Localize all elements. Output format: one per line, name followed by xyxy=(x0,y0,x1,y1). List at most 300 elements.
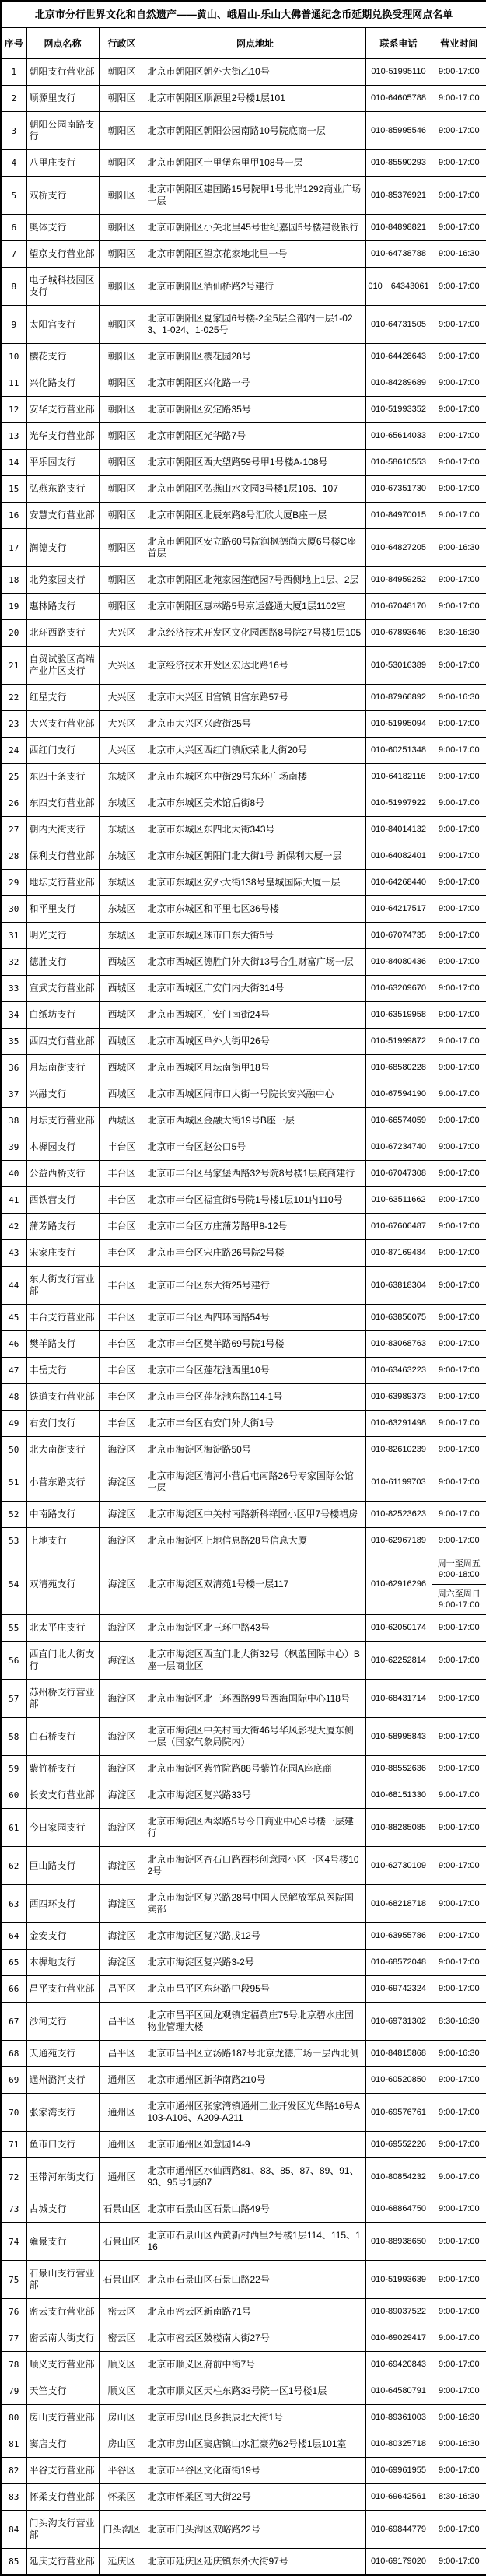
table-row xyxy=(1,1187,486,1214)
district-cell: 顺义区 xyxy=(99,2378,145,2405)
table-row xyxy=(1,1437,486,1463)
branch-name-cell: 安华支行营业部 xyxy=(26,397,99,423)
table-row xyxy=(1,1923,486,1950)
row-number-cell: 56 xyxy=(1,1642,26,1680)
district-cell: 丰台区 xyxy=(99,1384,145,1411)
hours-days: 周六至周日 xyxy=(433,1589,486,1600)
hours-cell: 9:00-17:00 xyxy=(432,2511,486,2549)
hours-cell: 9:00-17:00 xyxy=(432,1134,486,1161)
row-number-cell: 46 xyxy=(1,1331,26,1358)
district-cell: 朝阳区 xyxy=(99,306,145,344)
table-row xyxy=(1,1411,486,1437)
address-cell: 北京市昌平区立汤路187号北京龙德广场一层西北侧 xyxy=(145,2041,365,2067)
address-cell: 北京市西城区月坛南街甲18号 xyxy=(145,1055,365,1081)
phone-cell: 010-69552226 xyxy=(365,2132,432,2158)
address-cell: 北京市海淀区复兴路33号 xyxy=(145,1782,365,1809)
row-number-cell: 51 xyxy=(1,1463,26,1502)
address-cell: 北京市海淀区复兴路戊12号 xyxy=(145,1923,365,1950)
branch-name-cell: 丰岳支行 xyxy=(26,1358,99,1384)
district-cell: 丰台区 xyxy=(99,1161,145,1187)
row-number-cell: 28 xyxy=(1,843,26,870)
hours-cell: 9:00-17:00 xyxy=(432,896,486,923)
phone-cell: 010-58995843 xyxy=(365,1718,432,1756)
hours-cell: 9:00-17:00 xyxy=(432,59,486,86)
district-cell: 大兴区 xyxy=(99,685,145,711)
district-cell: 东城区 xyxy=(99,764,145,790)
district-cell: 朝阳区 xyxy=(99,177,145,215)
table-row xyxy=(1,1358,486,1384)
branch-name-cell: 光华支行营业部 xyxy=(26,423,99,450)
table-row xyxy=(1,1718,486,1756)
address-cell: 北京市西城区德胜门外大街13号合生财富广场一层 xyxy=(145,949,365,976)
table-row xyxy=(1,594,486,620)
branch-name-cell: 北环西路支行 xyxy=(26,620,99,647)
table-row xyxy=(1,370,486,397)
row-number-cell: 64 xyxy=(1,1923,26,1950)
phone-cell: 010-87966892 xyxy=(365,685,432,711)
branch-name-cell: 中南路支行 xyxy=(26,1502,99,1528)
phone-cell: 010-51999872 xyxy=(365,1029,432,1055)
row-number-cell: 57 xyxy=(1,1680,26,1718)
district-cell: 海淀区 xyxy=(99,1756,145,1782)
table-row xyxy=(1,2299,486,2325)
phone-cell: 010-51993639 xyxy=(365,2261,432,2299)
district-cell: 丰台区 xyxy=(99,1267,145,1305)
row-number-cell: 65 xyxy=(1,1950,26,1976)
branch-name-cell: 月坛南街支行 xyxy=(26,1055,99,1081)
address-cell: 北京市海淀区海淀路50号 xyxy=(145,1437,365,1463)
hours-cell: 9:00-17:00 xyxy=(432,870,486,896)
hours-cell: 9:00-17:00 xyxy=(432,1463,486,1502)
phone-cell: 010-84959252 xyxy=(365,567,432,594)
branch-name-cell: 宋家庄支行 xyxy=(26,1240,99,1267)
col-header-name: 网点名称 xyxy=(26,28,99,59)
district-cell: 朝阳区 xyxy=(99,344,145,370)
address-cell: 北京市通州区水仙西路81、83、85、87、89、91、93、95号1层87 xyxy=(145,2158,365,2196)
district-cell: 顺义区 xyxy=(99,2352,145,2378)
hours-cell: 9:00-17:00 xyxy=(432,306,486,344)
row-number-cell: 55 xyxy=(1,1615,26,1642)
district-cell: 东城区 xyxy=(99,790,145,817)
row-number-cell: 13 xyxy=(1,423,26,450)
address-cell: 北京市丰台区福宜街5号院1号楼1层101内110号 xyxy=(145,1187,365,1214)
address-cell: 北京市丰台区东大街25号建行 xyxy=(145,1267,365,1305)
address-cell: 北京市门头沟区双峪路22号 xyxy=(145,2511,365,2549)
table-row xyxy=(1,790,486,817)
phone-cell: 010-62252814 xyxy=(365,1642,432,1680)
row-number-cell: 14 xyxy=(1,450,26,476)
address-cell: 北京市西城区闹市口大街一号院长安兴融中心 xyxy=(145,1081,365,1108)
district-cell: 西城区 xyxy=(99,1002,145,1029)
district-cell: 西城区 xyxy=(99,1029,145,1055)
branch-name-cell: 和平里支行 xyxy=(26,896,99,923)
row-number-cell: 19 xyxy=(1,594,26,620)
hours-cell: 9:00-17:00 xyxy=(432,2196,486,2223)
table-row xyxy=(1,150,486,177)
row-number-cell: 73 xyxy=(1,2196,26,2223)
table-row xyxy=(1,923,486,949)
phone-cell: 010-84014132 xyxy=(365,817,432,843)
branch-name-cell: 天通苑支行 xyxy=(26,2041,99,2067)
phone-cell: 010-63519958 xyxy=(365,1002,432,1029)
address-cell: 北京市密云区鼓楼南大街27号 xyxy=(145,2325,365,2352)
address-cell: 北京市东城区东中街29号东环广场南楼 xyxy=(145,764,365,790)
branch-name-cell: 小营东路支行 xyxy=(26,1463,99,1502)
row-number-cell: 8 xyxy=(1,268,26,306)
district-cell: 东城区 xyxy=(99,896,145,923)
row-number-cell: 2 xyxy=(1,86,26,112)
hours-cell: 9:00-17:00 xyxy=(432,2158,486,2196)
table-row xyxy=(1,59,486,86)
row-number-cell: 43 xyxy=(1,1240,26,1267)
hours-cell: 9:00-17:00 xyxy=(432,1847,486,1885)
district-cell: 怀柔区 xyxy=(99,2484,145,2511)
phone-cell: 010-85590293 xyxy=(365,150,432,177)
branch-name-cell: 门头沟支行营业部 xyxy=(26,2511,99,2549)
hours-cell: 9:00-17:00 xyxy=(432,711,486,738)
table-row xyxy=(1,711,486,738)
hours-cell: 9:00-16:30 xyxy=(432,2041,486,2067)
district-cell: 海淀区 xyxy=(99,1502,145,1528)
phone-cell: 010-67074735 xyxy=(365,923,432,949)
phone-cell: 010-69576761 xyxy=(365,2094,432,2132)
district-cell: 朝阳区 xyxy=(99,112,145,150)
hours-cell: 9:00-17:00 xyxy=(432,1718,486,1756)
address-cell: 北京市朝阳区朝阳公园南路10号院底商一层 xyxy=(145,112,365,150)
phone-cell: 010-88938650 xyxy=(365,2223,432,2261)
hours-cell: 9:00-17:00 xyxy=(432,2325,486,2352)
branch-name-cell: 白石桥支行 xyxy=(26,1718,99,1756)
district-cell: 海淀区 xyxy=(99,1437,145,1463)
address-cell: 北京市房山区窦店镇山水汇豪苑62号楼1层101室 xyxy=(145,2431,365,2458)
row-number-cell: 34 xyxy=(1,1002,26,1029)
district-cell: 朝阳区 xyxy=(99,397,145,423)
branch-name-cell: 德胜支行 xyxy=(26,949,99,976)
hours-cell: 9:00-17:00 xyxy=(432,1528,486,1554)
branch-name-cell: 双桥支行 xyxy=(26,177,99,215)
table-row xyxy=(1,268,486,306)
district-cell: 通州区 xyxy=(99,2067,145,2094)
branch-name-cell: 朝阳公园南路支行 xyxy=(26,112,99,150)
table-row xyxy=(1,976,486,1002)
hours-cell: 9:00-17:00 xyxy=(432,1081,486,1108)
address-cell: 北京市房山区良乡拱辰北大街1号 xyxy=(145,2405,365,2431)
hours-cell: 9:00-17:00 xyxy=(432,423,486,450)
phone-cell: 010-51995094 xyxy=(365,711,432,738)
branch-name-cell: 丰台支行营业部 xyxy=(26,1305,99,1331)
hours-cell: 9:00-17:00 xyxy=(432,1642,486,1680)
table-row xyxy=(1,738,486,764)
address-cell: 北京市海淀区西直门北大街32号（枫蓝国际中心）B座一层商业区 xyxy=(145,1642,365,1680)
phone-cell: 010-68864750 xyxy=(365,2196,432,2223)
branch-name-cell: 保利支行营业部 xyxy=(26,843,99,870)
address-cell: 北京市延庆区延庆镇东外大街97号 xyxy=(145,2549,365,2576)
table-row xyxy=(1,1502,486,1528)
address-cell: 北京市西城区阜外大街甲26号 xyxy=(145,1029,365,1055)
row-number-cell: 62 xyxy=(1,1847,26,1885)
address-cell: 北京市海淀区北三环中路43号 xyxy=(145,1615,365,1642)
address-cell: 北京市东城区安外大街138号皇城国际大厦一层 xyxy=(145,870,365,896)
district-cell: 通州区 xyxy=(99,2132,145,2158)
hours-cell: 9:00-17:00 xyxy=(432,949,486,976)
hours-cell: 9:00-17:00 xyxy=(432,1976,486,2003)
address-cell: 北京市丰台区右安门外大街1号 xyxy=(145,1411,365,1437)
phone-cell: 010-63818304 xyxy=(365,1267,432,1305)
address-cell: 北京市朝阳区酒仙桥路2号建行 xyxy=(145,268,365,306)
table-row xyxy=(1,1680,486,1718)
phone-cell: 010-68431714 xyxy=(365,1680,432,1718)
table-row xyxy=(1,1267,486,1305)
phone-cell: 010-62967189 xyxy=(365,1528,432,1554)
branch-name-cell: 月坛支行营业部 xyxy=(26,1108,99,1134)
district-cell: 丰台区 xyxy=(99,1411,145,1437)
branch-name-cell: 地坛支行营业部 xyxy=(26,870,99,896)
branch-name-cell: 木樨园支行 xyxy=(26,1134,99,1161)
district-cell: 昌平区 xyxy=(99,2003,145,2041)
district-cell: 延庆区 xyxy=(99,2549,145,2576)
hours-cell xyxy=(432,1554,486,1615)
address-cell: 北京市海淀区紫竹院路88号紫竹花园A座底商 xyxy=(145,1756,365,1782)
address-cell: 北京市大兴区兴政街25号 xyxy=(145,711,365,738)
hours-cell: 9:00-16:30 xyxy=(432,241,486,268)
branch-name-cell: 木樨地支行 xyxy=(26,1950,99,1976)
branch-name-cell: 长安支行营业部 xyxy=(26,1782,99,1809)
address-cell: 北京市石景山区石景山路22号 xyxy=(145,2261,365,2299)
table-row xyxy=(1,503,486,529)
hours-cell: 9:00-17:00 xyxy=(432,2132,486,2158)
district-cell: 石景山区 xyxy=(99,2261,145,2299)
address-cell: 北京市朝阳区望京花家地北里一号 xyxy=(145,241,365,268)
district-cell: 门头沟区 xyxy=(99,2511,145,2549)
branch-name-cell: 公益西桥支行 xyxy=(26,1161,99,1187)
district-cell: 东城区 xyxy=(99,817,145,843)
row-number-cell: 58 xyxy=(1,1718,26,1756)
district-cell: 海淀区 xyxy=(99,1642,145,1680)
row-number-cell: 80 xyxy=(1,2405,26,2431)
row-number-cell: 59 xyxy=(1,1756,26,1782)
hours-cell: 9:00-17:00 xyxy=(432,344,486,370)
district-cell: 大兴区 xyxy=(99,738,145,764)
table-row xyxy=(1,1756,486,1782)
phone-cell: 010-64605788 xyxy=(365,86,432,112)
address-cell: 北京市东城区东四北大街343号 xyxy=(145,817,365,843)
address-cell: 北京市东城区和平里七区36号楼 xyxy=(145,896,365,923)
address-cell: 北京市密云区新南路71号 xyxy=(145,2299,365,2325)
hours-cell: 9:00-17:00 xyxy=(432,1680,486,1718)
table-row xyxy=(1,306,486,344)
phone-cell: 010-58610553 xyxy=(365,450,432,476)
district-cell: 西城区 xyxy=(99,1055,145,1081)
hours-cell: 9:00-17:00 xyxy=(432,2094,486,2132)
address-cell: 北京市东城区珠市口东大街5号 xyxy=(145,923,365,949)
hours-cell: 9:00-17:00 xyxy=(432,1384,486,1411)
branch-name-cell: 东大街支行营业部 xyxy=(26,1267,99,1305)
row-number-cell: 27 xyxy=(1,817,26,843)
hours-cell: 9:00-17:00 xyxy=(432,2299,486,2325)
row-number-cell: 66 xyxy=(1,1976,26,2003)
hours-period xyxy=(432,1584,486,1614)
row-number-cell: 21 xyxy=(1,647,26,685)
phone-cell: 010-63511662 xyxy=(365,1187,432,1214)
table-row xyxy=(1,1331,486,1358)
row-number-cell: 24 xyxy=(1,738,26,764)
hours-cell: 9:00-17:00 xyxy=(432,1411,486,1437)
row-number-cell: 6 xyxy=(1,215,26,241)
address-cell: 北京市朝阳区樱花园28号 xyxy=(145,344,365,370)
address-cell: 北京市丰台区宋庄路26号院2号楼 xyxy=(145,1240,365,1267)
branch-name-cell: 大兴支行营业部 xyxy=(26,711,99,738)
col-header-district: 行政区 xyxy=(99,28,145,59)
row-number-cell: 25 xyxy=(1,764,26,790)
row-number-cell: 38 xyxy=(1,1108,26,1134)
phone-cell: 010-63209670 xyxy=(365,976,432,1002)
phone-cell: 010-64731505 xyxy=(365,306,432,344)
district-cell: 密云区 xyxy=(99,2325,145,2352)
row-number-cell: 70 xyxy=(1,2094,26,2132)
row-number-cell: 37 xyxy=(1,1081,26,1108)
hours-cell: 9:00-17:00 xyxy=(432,397,486,423)
phone-cell: 010-64738788 xyxy=(365,241,432,268)
branch-name-cell: 双清苑支行 xyxy=(26,1554,99,1615)
row-number-cell: 81 xyxy=(1,2431,26,2458)
phone-cell: 010-82523623 xyxy=(365,1502,432,1528)
district-cell: 丰台区 xyxy=(99,1305,145,1331)
phone-cell: 010-85995546 xyxy=(365,112,432,150)
table-row xyxy=(1,685,486,711)
hours-cell: 9:00-16:30 xyxy=(432,529,486,567)
phone-cell: 010-89037522 xyxy=(365,2299,432,2325)
phone-cell: 010-84289689 xyxy=(365,370,432,397)
branch-name-cell: 紫竹桥支行 xyxy=(26,1756,99,1782)
district-cell: 海淀区 xyxy=(99,1847,145,1885)
row-number-cell: 52 xyxy=(1,1502,26,1528)
address-cell: 北京经济技术开发区文化园西路8号院27号楼1层105 xyxy=(145,620,365,647)
district-cell: 朝阳区 xyxy=(99,594,145,620)
branch-name-cell: 樊羊路支行 xyxy=(26,1331,99,1358)
district-cell: 东城区 xyxy=(99,843,145,870)
table-row xyxy=(1,2431,486,2458)
district-cell: 密云区 xyxy=(99,2299,145,2325)
table-row xyxy=(1,2067,486,2094)
phone-cell: 010-67606487 xyxy=(365,1214,432,1240)
branch-name-cell: 安慧支行营业部 xyxy=(26,503,99,529)
branch-name-cell: 奥体支行 xyxy=(26,215,99,241)
branch-name-cell: 通州潞河支行 xyxy=(26,2067,99,2094)
branch-name-cell: 明光支行 xyxy=(26,923,99,949)
branch-name-cell: 延庆支行营业部 xyxy=(26,2549,99,2576)
row-number-cell: 60 xyxy=(1,1782,26,1809)
district-cell: 西城区 xyxy=(99,1081,145,1108)
district-cell: 朝阳区 xyxy=(99,423,145,450)
address-cell: 北京市石景山区石景山路49号 xyxy=(145,2196,365,2223)
hours-days: 周一至周五 xyxy=(433,1558,486,1569)
table-row xyxy=(1,2378,486,2405)
row-number-cell: 74 xyxy=(1,2223,26,2261)
address-cell: 北京市朝阳区安定路35号 xyxy=(145,397,365,423)
table-row xyxy=(1,2261,486,2299)
hours-cell: 9:00-17:00 xyxy=(432,1950,486,1976)
row-number-cell: 16 xyxy=(1,503,26,529)
address-cell: 北京市通州区新华南路210号 xyxy=(145,2067,365,2094)
hours-cell: 9:00-17:00 xyxy=(432,1267,486,1305)
page-title: 北京市分行世界文化和自然遗产——黄山、峨眉山-乐山大佛普通纪念币延期兑换受理网点名单 xyxy=(1,1,486,28)
branch-name-cell: 雍景支行 xyxy=(26,2223,99,2261)
table-row xyxy=(1,2223,486,2261)
hours-cell: 9:00-17:00 xyxy=(432,215,486,241)
district-cell: 海淀区 xyxy=(99,1554,145,1615)
hours-cell: 9:00-17:00 xyxy=(432,1756,486,1782)
phone-cell: 010-84898821 xyxy=(365,215,432,241)
branch-name-cell: 兴融支行 xyxy=(26,1081,99,1108)
table-row xyxy=(1,2325,486,2352)
table-row xyxy=(1,896,486,923)
row-number-cell: 15 xyxy=(1,476,26,503)
address-cell: 北京市昌平区回龙观镇定福黄庄75号北京碧水庄园物业管理大楼 xyxy=(145,2003,365,2041)
table-row xyxy=(1,1463,486,1502)
phone-cell: 010-60251348 xyxy=(365,738,432,764)
phone-cell: 010-60520850 xyxy=(365,2067,432,2094)
district-cell: 西城区 xyxy=(99,976,145,1002)
row-number-cell: 45 xyxy=(1,1305,26,1331)
row-number-cell: 5 xyxy=(1,177,26,215)
phone-cell: 010-67594190 xyxy=(365,1081,432,1108)
district-cell: 朝阳区 xyxy=(99,86,145,112)
address-cell: 北京市朝阳区建国路15号院甲1号北岸1292商业广场一层 xyxy=(145,177,365,215)
row-number-cell: 4 xyxy=(1,150,26,177)
district-cell: 朝阳区 xyxy=(99,529,145,567)
district-cell: 朝阳区 xyxy=(99,268,145,306)
phone-cell: 010-65614033 xyxy=(365,423,432,450)
hours-cell: 9:00-17:00 xyxy=(432,790,486,817)
phone-cell: 010-69742324 xyxy=(365,1976,432,2003)
hours-cell: 9:00-17:00 xyxy=(432,177,486,215)
district-cell: 朝阳区 xyxy=(99,59,145,86)
table-row xyxy=(1,2003,486,2041)
branch-name-cell: 东四支行营业部 xyxy=(26,790,99,817)
hours-cell: 9:00-17:00 xyxy=(432,1502,486,1528)
district-cell: 丰台区 xyxy=(99,1358,145,1384)
row-number-cell: 20 xyxy=(1,620,26,647)
row-number-cell: 32 xyxy=(1,949,26,976)
table-row xyxy=(1,2352,486,2378)
hours-period xyxy=(432,1554,486,1584)
table-row xyxy=(1,1976,486,2003)
row-number-cell: 82 xyxy=(1,2458,26,2484)
table-row xyxy=(1,2405,486,2431)
district-cell: 昌平区 xyxy=(99,2041,145,2067)
branch-name-cell: 北苑家园支行 xyxy=(26,567,99,594)
phone-cell: 010-62916296 xyxy=(365,1554,432,1615)
row-number-cell: 67 xyxy=(1,2003,26,2041)
address-cell: 北京市丰台区莲花池东路114-1号 xyxy=(145,1384,365,1411)
address-cell: 北京市海淀区西翠路5号今日商业中心9号楼一层建行 xyxy=(145,1809,365,1847)
row-number-cell: 18 xyxy=(1,567,26,594)
phone-cell: 010-68218718 xyxy=(365,1885,432,1923)
phone-cell: 010-69420843 xyxy=(365,2352,432,2378)
address-cell: 北京市顺义区府前中街7号 xyxy=(145,2352,365,2378)
phone-cell: 010-84970015 xyxy=(365,503,432,529)
address-cell: 北京市海淀区北三环西路99号西海国际中心118号 xyxy=(145,1680,365,1718)
table-row xyxy=(1,1081,486,1108)
phone-cell: 010-84815868 xyxy=(365,2041,432,2067)
row-number-cell: 41 xyxy=(1,1187,26,1214)
branch-name-cell: 上地支行 xyxy=(26,1528,99,1554)
table-row xyxy=(1,1108,486,1134)
row-number-cell: 12 xyxy=(1,397,26,423)
address-cell: 北京市东城区美术馆后街8号 xyxy=(145,790,365,817)
phone-cell: 010-64580791 xyxy=(365,2378,432,2405)
row-number-cell: 61 xyxy=(1,1809,26,1847)
